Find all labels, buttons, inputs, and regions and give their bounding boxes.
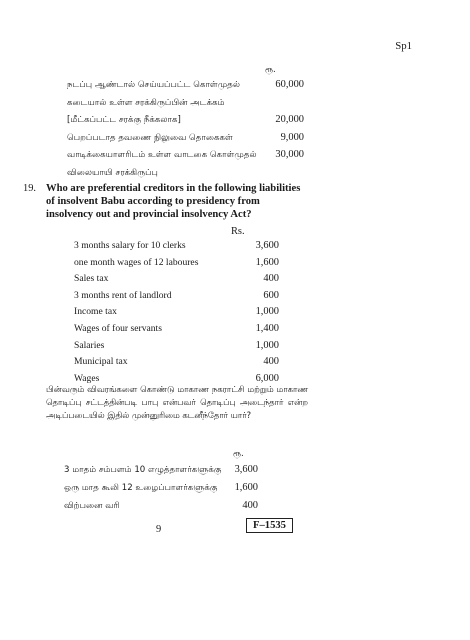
- question-item-value: 600: [263, 289, 279, 301]
- question-item-value: 6,000: [255, 372, 279, 384]
- question-item-label: Municipal tax: [74, 356, 128, 368]
- question-item-label: Wages of four servants: [74, 323, 162, 334]
- prev-row-value: 9,000: [280, 131, 304, 143]
- prev-table-currency: ரூ.: [265, 65, 276, 75]
- tamil-item-value: 1,600: [234, 482, 258, 493]
- question-item-value: 1,600: [255, 256, 279, 268]
- question-item-label: one month wages of 12 laboures: [74, 256, 199, 268]
- question-item-value: 1,400: [255, 323, 279, 334]
- tamil-item-label: ஒரு மாத கூலி 12 உழைப்பாளர்களுக்கு: [64, 483, 218, 493]
- prev-row-label: வாடிக்கையாளரிடம் உள்ள வாடகை கொள்முதல்: [67, 150, 257, 160]
- prev-row-label: கடையால் உள்ள சரக்கிருப்பின் அடக்கம்: [67, 97, 225, 108]
- question-item-value: 400: [263, 356, 279, 368]
- question-item-value: 400: [263, 273, 279, 285]
- question-item-label: Income tax: [74, 306, 117, 318]
- question-item-label: 3 months rent of landlord: [74, 289, 172, 301]
- prev-row-value: 60,000: [275, 79, 304, 90]
- header-code: Sp1: [395, 40, 412, 52]
- question-currency: Rs.: [231, 226, 245, 237]
- tamil-question-text: பின்வரும் விவரங்களை கொண்டு மாகாண நகராட்சி மற்றும் மாகாண தொடிப்பு சட்டத்தின்படி பாபு என்பவர் தொடிப்பு அடைந்தார் என்ற அடிப்படையில் இதில் முன்னுரிமை கடனீந்தோர் யார்?: [46, 384, 308, 420]
- page-number: 9: [156, 524, 162, 535]
- prev-row-value: 20,000: [275, 114, 304, 125]
- question-item-label: Sales tax: [74, 273, 109, 285]
- tamil-item-label: விற்பனை வரி: [64, 501, 120, 511]
- question-item-label: 3 months salary for 10 clerks: [74, 240, 186, 251]
- paper-code: F–1535: [246, 518, 293, 533]
- prev-row-label: விலையாயி சரக்கிருப்பு: [67, 167, 158, 178]
- question-item-value: 1,000: [255, 306, 279, 318]
- prev-row-label: நடப்பு ஆண்டால் செய்யப்பட்ட கொள்முதல்: [67, 80, 240, 90]
- question-item-label: Wages: [74, 372, 100, 384]
- tamil-currency: ரூ.: [233, 449, 244, 459]
- question-number: 19.: [23, 183, 36, 194]
- question-item-value: 3,600: [255, 240, 279, 251]
- prev-row-label: பெறப்படாத தவணை நிலுவை தொகைகள்: [67, 132, 233, 143]
- question-item-label: Salaries: [74, 339, 105, 351]
- tamil-item-label: 3 மாதம் சம்பளம் 10 எழுத்தாளர்களுக்கு: [64, 465, 222, 475]
- question-item-value: 1,000: [255, 339, 279, 351]
- tamil-item-value: 400: [242, 500, 258, 511]
- prev-row-value: 30,000: [275, 149, 304, 160]
- prev-row-label: [மீட்கப்பட்ட சரக்கு நீக்கலாக]: [67, 115, 181, 125]
- tamil-item-value: 3,600: [234, 464, 258, 475]
- question-text: Who are preferential creditors in the following liabilities of insolvent Babu according to presidency from insolvency out and provincial insolvency Act?: [46, 183, 301, 220]
